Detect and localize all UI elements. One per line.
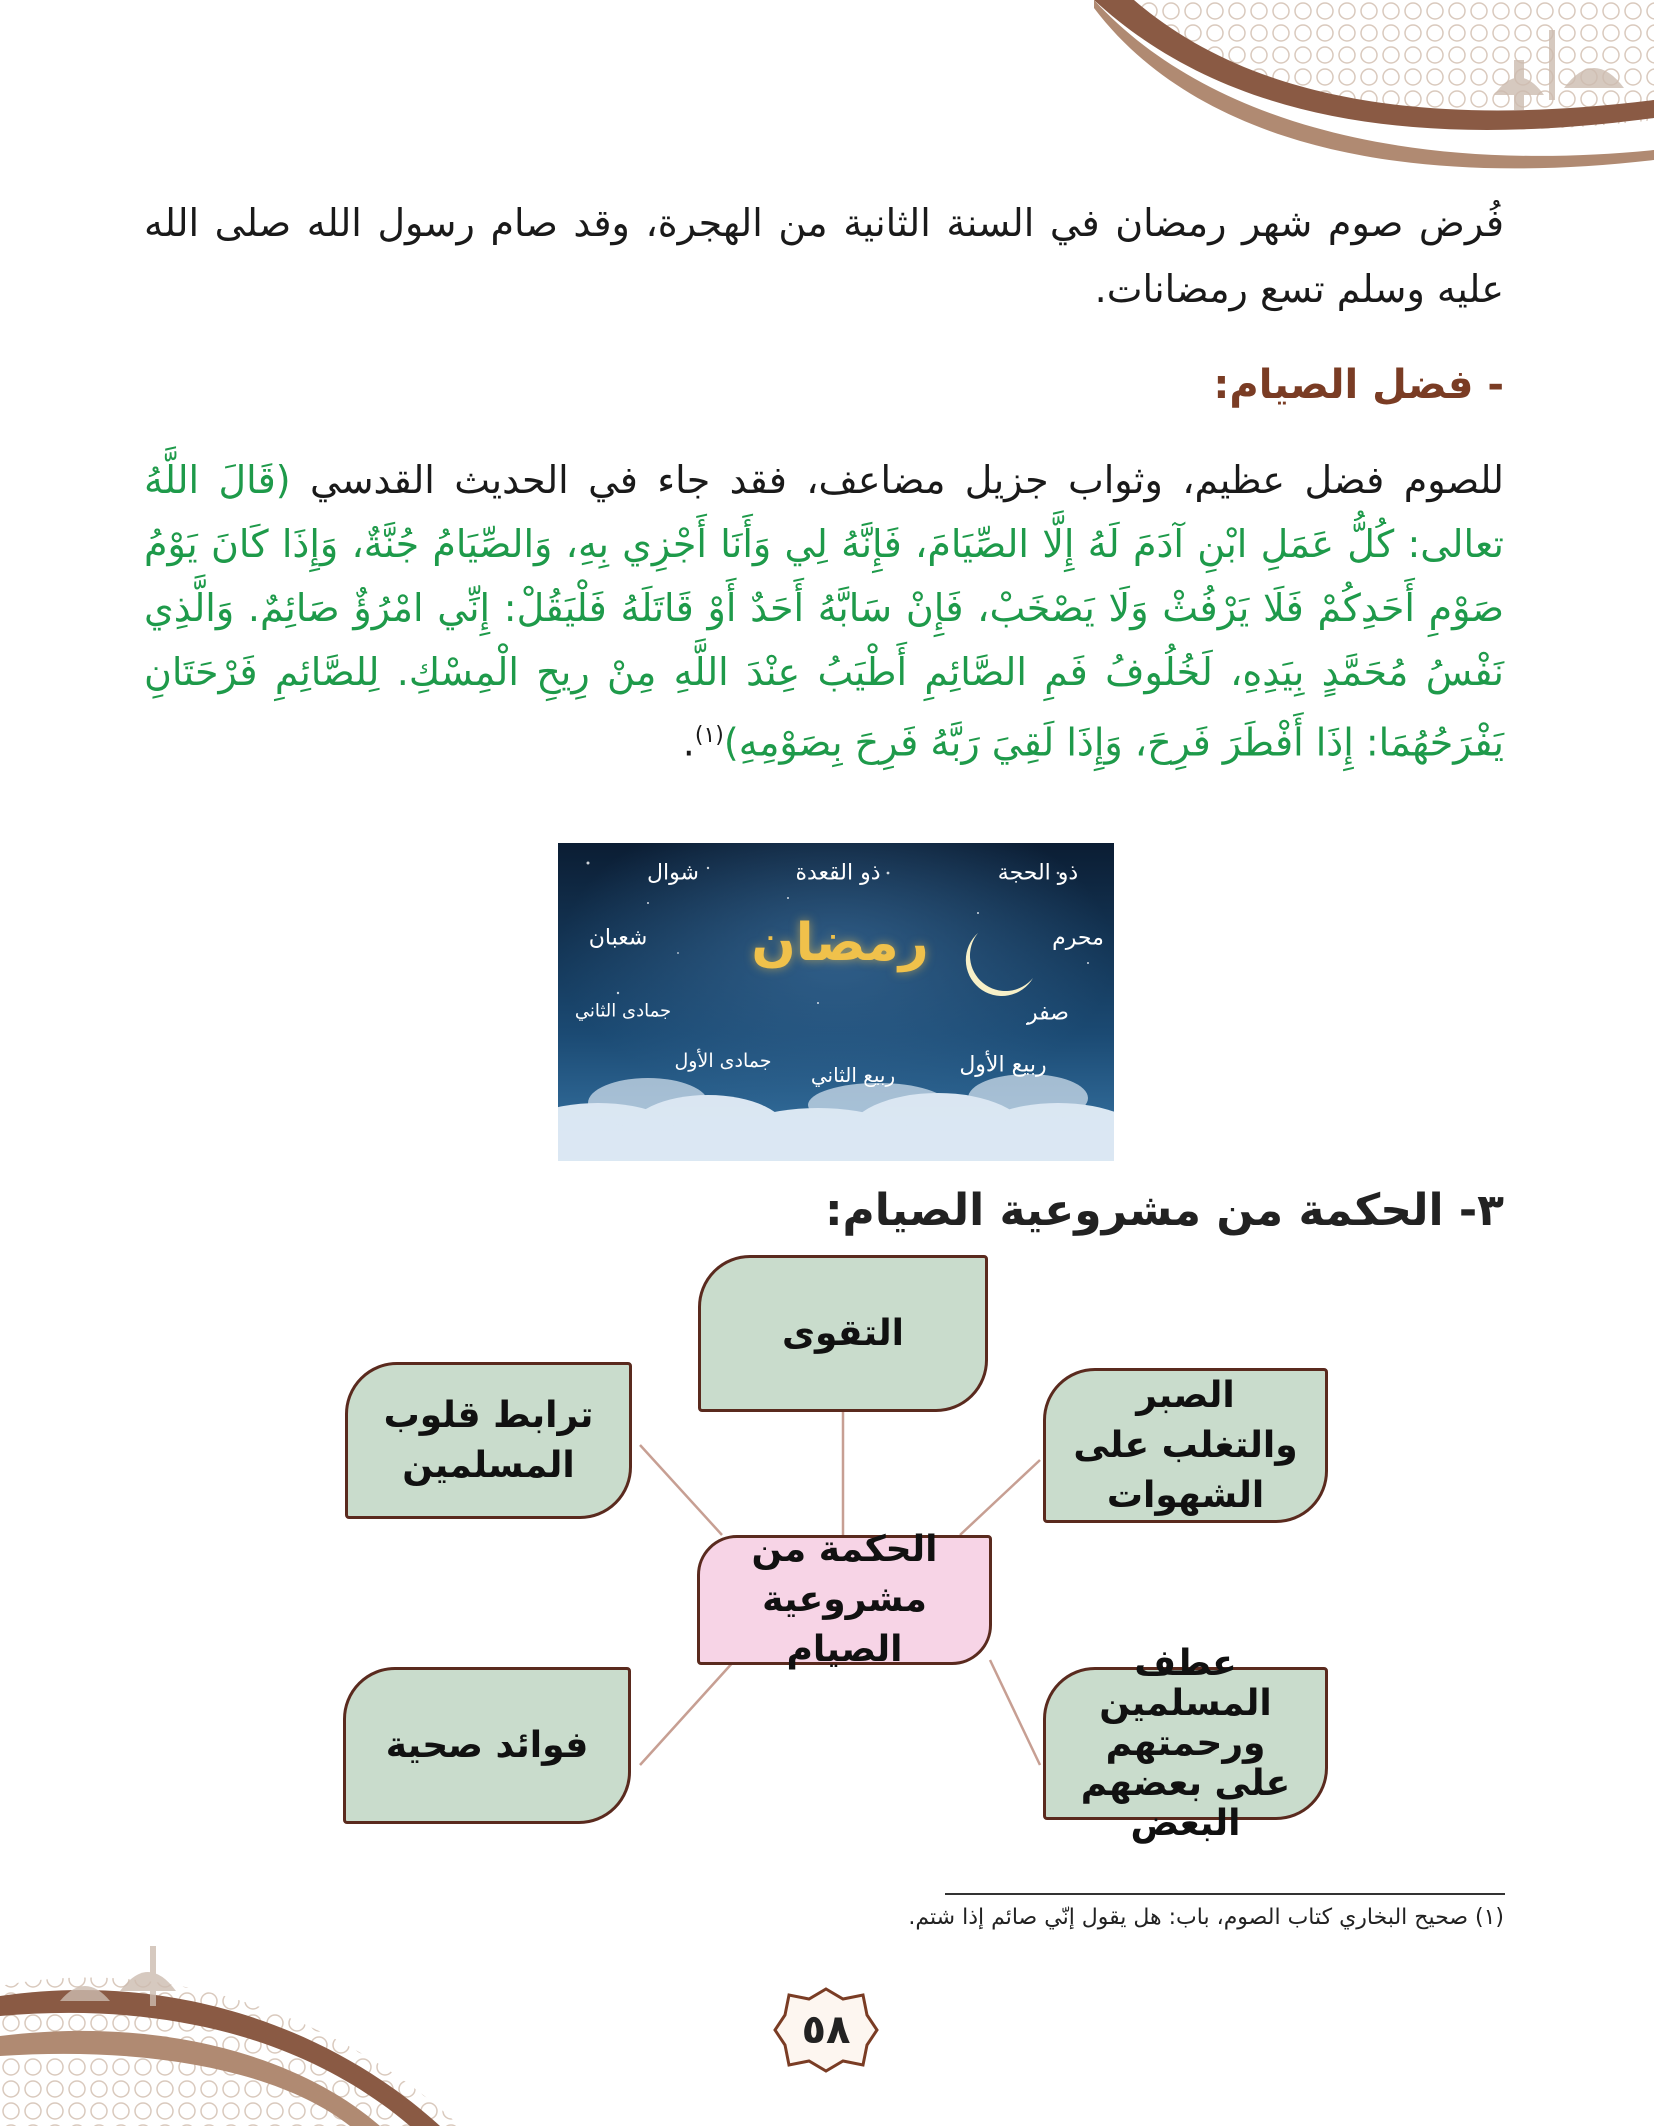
wisdom-section-title: ٣- الحكمة من مشروعية الصيام:: [824, 1185, 1504, 1236]
diagram-center-box: الحكمة من مشروعية الصيام: [697, 1535, 992, 1665]
diagram-box-health: فوائد صحية: [343, 1667, 631, 1824]
footnote-separator: [945, 1893, 1505, 1895]
page-number: [771, 1985, 881, 2075]
month-label: محرم: [1052, 925, 1104, 951]
month-label: شعبان: [588, 925, 648, 951]
diagram-box-patience: الصبر والتغلب على الشهوات: [1043, 1368, 1328, 1523]
month-label: ذو الحجة: [997, 860, 1079, 886]
month-label: ربيع الأول: [959, 1052, 1047, 1078]
ramadan-label: رمضان: [751, 913, 929, 973]
month-label: جمادى الأول: [674, 1050, 772, 1072]
footnote: (١) صحيح البخاري كتاب الصوم، باب: هل يقول إنّي صائم إذا شتم.: [908, 1905, 1504, 1930]
month-label: شوال: [647, 860, 699, 886]
virtue-heading: - فضل الصيام:: [1213, 362, 1504, 408]
month-label: ذو القعدة: [795, 860, 881, 886]
month-label: صفر: [1027, 1000, 1069, 1026]
end-punct: .: [682, 720, 695, 765]
diagram-box-taqwa: التقوى: [698, 1255, 988, 1412]
diagram-box-unity: ترابط قلوب المسلمين: [345, 1362, 632, 1519]
month-label: ربيع الثاني: [810, 1063, 896, 1087]
virtue-lead: للصوم فضل عظيم، وثواب جزيل مضاعف، فقد جاء في الحديث القدسي: [310, 458, 1504, 502]
page-number-text: ٥٨: [801, 2007, 851, 2053]
month-label: جمادى الثاني: [574, 1000, 672, 1022]
diagram-box-compassion: عطف المسلمين ورحمتهم على بعضهم البعض: [1043, 1667, 1328, 1820]
intro-text: فُرض صوم شهر رمضان في السنة الثانية من الهجرة، وقد صام رسول الله صلى الله عليه وسلم تسع رمضانات.: [144, 201, 1504, 311]
hadith-text: (قَالَ اللَّهُ تعالى: كُلُّ عَمَلِ ابْنِ آدَمَ لَهُ إِلَّا الصِّيَامَ، فَإِنَّهُ لِي وَأَنَا أَجْزِي بِهِ، وَالصِّيَامُ جُنَّةٌ، وَإِذَا كَانَ يَوْمُ صَوْمِ أَحَدِكُمْ فَلَا يَرْفُثْ وَلَا يَصْخَبْ، فَإِنْ سَابَّهُ أَحَدٌ أَوْ قَاتَلَهُ فَلْيَقُلْ: إِنِّي امْرُؤٌ صَائِمٌ. وَالَّذِي نَفْسُ مُحَمَّدٍ بِيَدِهِ، لَخُلُوفُ فَمِ الصَّائِمِ أَطْيَبُ عِنْدَ اللَّهِ مِنْ رِيحِ الْمِسْكِ. لِلصَّائِمِ فَرْحَتَانِ يَفْرَحُهُمَا: إِذَا أَفْطَرَ فَرِحَ، وَإِذَا لَقِيَ رَبَّهُ فَرِحَ بِصَوْمِهِ): [144, 458, 1504, 765]
footnote-ref: (١): [694, 723, 724, 748]
